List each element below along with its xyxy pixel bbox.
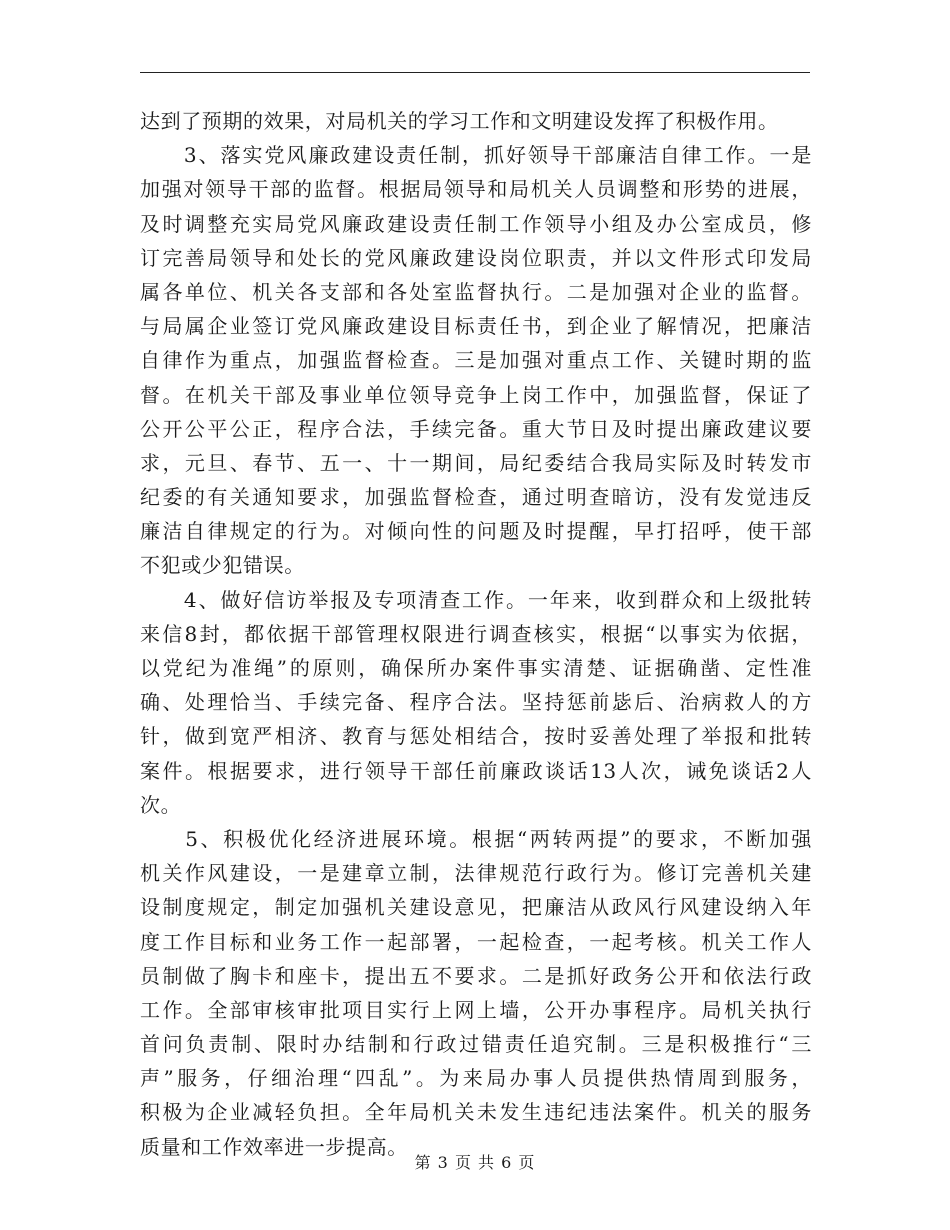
- text-line: 工作。全部审核审批项目实行上网上墙，公开办事程序。局机关执行: [140, 997, 812, 1022]
- text-line: 质量和工作效率进一步提高。: [140, 1134, 408, 1159]
- text-line: 针，做到宽严相济、教育与惩处相结合，按时妥善处理了举报和批转: [140, 724, 812, 749]
- text-line: 来信8封，都依据干部管理权限进行调查核实，根据“以事实为依据，: [140, 621, 812, 646]
- text-line: 公开公平公正，程序合法，手续完备。重大节日及时提出廉政建议要: [140, 416, 812, 441]
- text-line: 不犯或少犯错误。: [140, 553, 305, 578]
- text-line: 设制度规定，制定加强机关建设意见，把廉洁从政风行风建设纳入年: [140, 895, 812, 920]
- text-line: 员制做了胸卡和座卡，提出五不要求。二是抓好政务公开和依法行政: [140, 963, 812, 988]
- text-line: 自律作为重点，加强监督检查。三是加强对重点工作、关键时期的监: [140, 348, 812, 373]
- text-line: 5、积极优化经济进展环境。根据“两转两提”的要求，不断加强: [140, 826, 812, 851]
- text-line: 以党纪为准绳”的原则，确保所办案件事实清楚、证据确凿、定性准: [140, 656, 812, 680]
- text-line: 4、做好信访举报及专项清查工作。一年来，收到群众和上级批转: [140, 587, 812, 612]
- text-line: 3、落实党风廉政建设责任制，抓好领导干部廉洁自律工作。一是: [140, 143, 812, 168]
- text-line: 积极为企业减轻负担。全年局机关未发生违纪违法案件。机关的服务: [140, 1100, 812, 1125]
- text-line: 度工作目标和业务工作一起部署，一起检查，一起考核。机关工作人: [140, 929, 812, 954]
- text-line: 首问负责制、限时办结制和行政过错责任追究制。三是积极推行“三: [140, 1032, 812, 1057]
- text-line: 督。在机关干部及事业单位领导竞争上岗工作中，加强监督，保证了: [140, 382, 812, 407]
- text-line: 案件。根据要求，进行领导干部任前廉政谈话13人次，诫免谈话2人: [140, 758, 812, 783]
- text-line: 确、处理恰当、手续完备、程序合法。坚持惩前毖后、治病救人的方: [140, 690, 812, 715]
- body-text: [140, 104, 812, 1164]
- text-line: 机关作风建设，一是建章立制，法律规范行政行为。修订完善机关建: [140, 861, 812, 886]
- text-line: 与局属企业签订党风廉政建设目标责任书，到企业了解情况，把廉洁: [140, 314, 812, 339]
- page-footer: 第 3 页 共 6 页: [414, 1153, 536, 1172]
- text-line: 求，元旦、春节、五一、十一期间，局纪委结合我局实际及时转发市: [140, 450, 812, 475]
- text-line: 次。: [140, 792, 182, 817]
- text-line: 加强对领导干部的监督。根据局领导和局机关人员调整和形势的进展，: [140, 177, 812, 202]
- text-line: 纪委的有关通知要求，加强监督检查，通过明查暗访，没有发觉违反: [140, 485, 812, 510]
- text-line: 达到了预期的效果，对局机关的学习工作和文明建设发挥了积极作用。: [140, 109, 779, 133]
- text-line: 订完善局领导和处长的党风廉政建设岗位职责，并以文件形式印发局: [140, 245, 812, 270]
- header-rule: [140, 72, 810, 73]
- text-line: 属各单位、机关各支部和各处室监督执行。二是加强对企业的监督。: [140, 279, 812, 304]
- text-line: 廉洁自律规定的行为。对倾向性的问题及时提醒，早打招呼，使干部: [140, 519, 812, 544]
- text-line: 及时调整充实局党风廉政建设责任制工作领导小组及办公室成员，修: [140, 211, 812, 236]
- text-line: 声”服务，仔细治理“四乱”。为来局办事人员提供热情周到服务，: [140, 1066, 812, 1091]
